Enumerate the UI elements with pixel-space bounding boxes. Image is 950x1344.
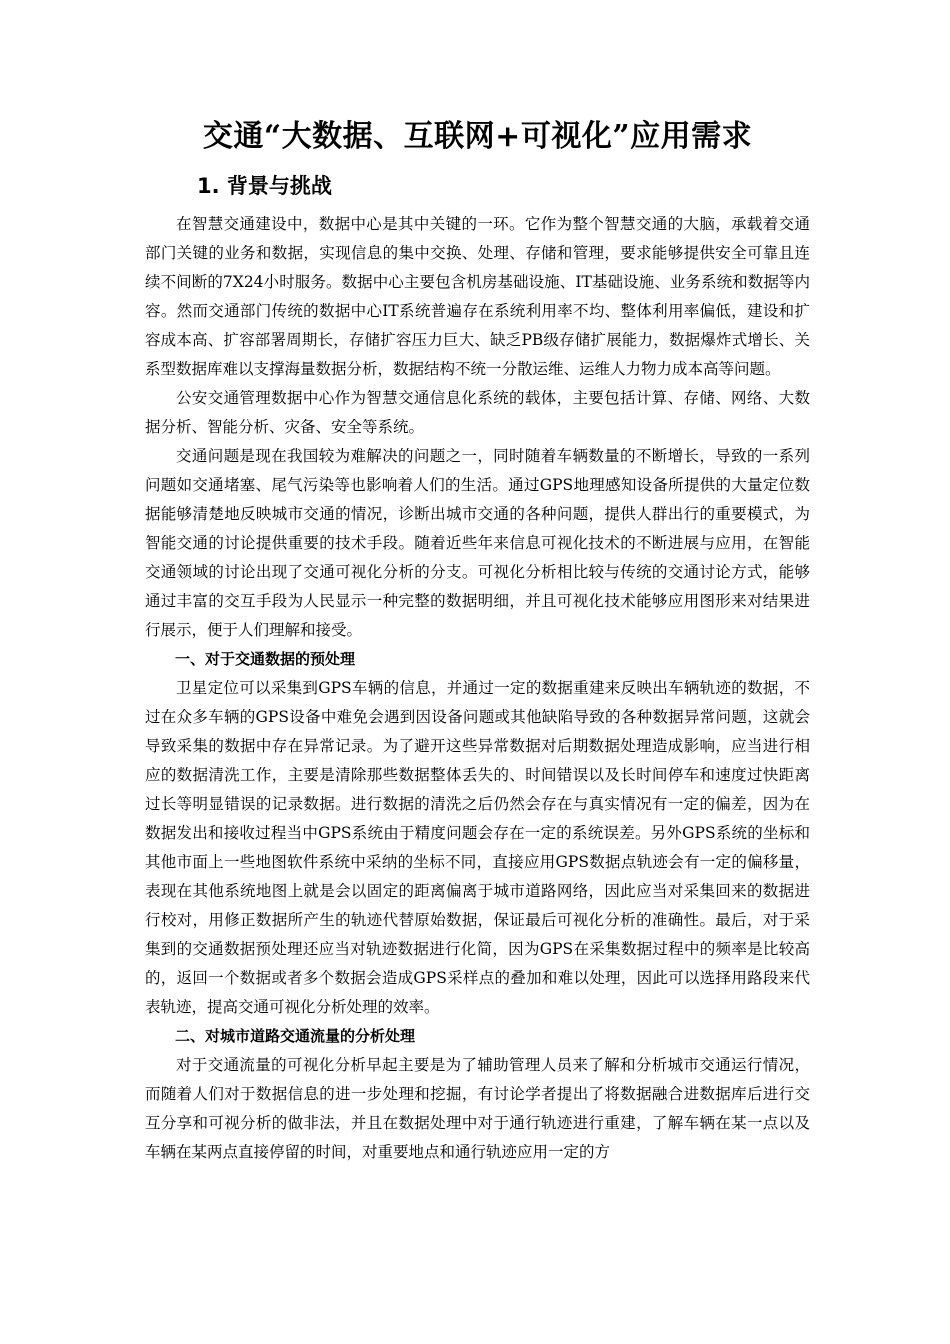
paragraph-traffic-problems: 交通问题是现在我国较为难解决的问题之一，同时随着车辆数量的不断增长，导致的一系列问题如交通堵塞、尾气污染等也影响着人们的生活。通过GPS地理感知设备所提供的大量定位数据能够清楚地反映城市交通的情况，诊断出城市交通的各种问题，提供人群出行的重要模式，为智能交通的讨论提供重要的技术手段。随着近些年来信息可视化技术的不断进展与应用，在智能交通领域的讨论出现了交通可视化分析的分支。可视化分析相比较与传统的交通讨论方式，能够通过丰富的交互手段为人民显示一种完整的数据明细，并且可视化技术能够应用图形来对结果进行展示，便于人们理解和接受。 bbox=[145, 447, 810, 639]
section-heading-background: 1. 背景与挑战 bbox=[197, 174, 332, 198]
subsection-heading-flow-analysis: 二、对城市道路交通流量的分析处理 bbox=[175, 1027, 416, 1045]
document-body bbox=[145, 112, 810, 1167]
document-title: 交通“大数据、互联网+可视化”应用需求 bbox=[202, 119, 753, 154]
paragraph-preprocessing: 卫星定位可以采集到GPS车辆的信息，并通过一定的数据重建来反映出车辆轨迹的数据，不过在众多车辆的GPS设备中难免会遇到因设备问题或其他缺陷导致的各种数据异常问题，这就会导致采集的数据中存在异常记录。为了避开这些异常数据对后期数据处理造成影响，应当进行相应的数据清洗工作，主要是清除那些数据整体丢失的、时间错误以及长时间停车和速度过快距离过长等明显错误的记录数据。进行数据的清洗之后仍然会存在与真实情况有一定的偏差，因为在数据发出和接收过程当中GPS系统由于精度问题会存在一定的系统误差。另外GPS系统的坐标和其他市面上一些地图软件系统中采纳的坐标不同，直接应用GPS数据点轨迹会有一定的偏移量，表现在其他系统地图上就是会以固定的距离偏离于城市道路网络，因此应当对采集回来的数据进行校对，用修正数据所产生的轨迹代替原始数据，保证最后可视化分析的准确性。最后，对于采集到的交通数据预处理还应当对轨迹数据进行化简，因为GPS在采集数据过程中的频率是比较高的，返回一个数据或者多个数据会造成GPS采样点的叠加和难以处理，因此可以选择用路段来代表轨迹，提高交通可视化分析处理的效率。 bbox=[145, 679, 810, 1016]
subsection-heading-preprocessing: 一、对于交通数据的预处理 bbox=[175, 650, 356, 668]
paragraph-data-center: 在智慧交通建设中，数据中心是其中关键的一环。它作为整个智慧交通的大脑，承载着交通部门关键的业务和数据，实现信息的集中交换、处理、存储和管理，要求能够提供安全可靠且连续不间断的7X24小时服务。数据中心主要包含机房基础设施、IT基础设施、业务系统和数据等内容。然而交通部门传统的数据中心IT系统普遍存在系统利用率不均、整体利用率偏低，建设和扩容成本高、扩容部署周期长，存储扩容压力巨大、缺乏PB级存储扩展能力，数据爆炸式增长、关系型数据库难以支撑海量数据分析，数据结构不统一分散运维、运维人力物力成本高等问题。 bbox=[145, 215, 810, 378]
paragraph-public-security: 公安交通管理数据中心作为智慧交通信息化系统的载体，主要包括计算、存储、网络、大数据分析、智能分析、灾备、安全等系统。 bbox=[145, 389, 810, 436]
paragraph-flow-analysis: 对于交通流量的可视化分析早起主要是为了辅助管理人员来了解和分析城市交通运行情况，而随着人们对于数据信息的进一步处理和挖掘，有讨论学者提出了将数据融合进数据库后进行交互分享和可视分析的做非法，并且在数据处理中对于通行轨迹进行重建，了解车辆在某一点以及车辆在某两点直接停留的时间，对重要地点和通行轨迹应用一定的方 bbox=[145, 1056, 810, 1161]
